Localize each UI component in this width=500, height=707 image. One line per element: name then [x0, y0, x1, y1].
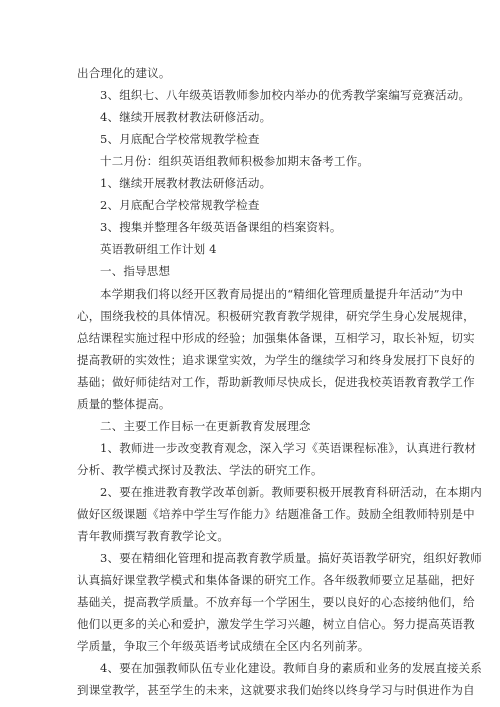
text-line: 做好区级课题《培养中学生写作能力》结题准备工作。鼓励全组教师特别是中 — [77, 507, 475, 521]
text-line: 1、继续开展教材教法研修活动。 — [100, 176, 272, 190]
text-line: 十二月份：组织英语组教师积极参加期末备考工作。 — [100, 154, 370, 168]
text-line: 到课堂教学，甚至学生的未来，这就要求我们始终以终身学习与时俱进作为自 — [77, 683, 475, 697]
section-title: 英语教研组工作计划 4 — [100, 242, 217, 256]
text-line: 4、要在加强教师队伍专业化建设。教师自身的素质和业务的发展直接关系 — [100, 661, 482, 675]
text-line: 提高教研的实效性；追求课堂实效，为学生的继续学习和终身发展打下良好的 — [77, 353, 475, 367]
text-line: 学质量，争取三个年级英语考试成绩在全区内名列前茅。 — [77, 639, 370, 653]
text-line: 3、组织七、八年级英语教师参加校内举办的优秀教学案编写竞赛活动。 — [100, 88, 471, 102]
text-line: 3、要在精细化管理和提高教育教学质量。搞好英语教学研究，组织好教师 — [100, 551, 482, 565]
text-line: 心，围绕我校的具体情况。积极研究教育教学规律，研究学生身心发展规律， — [77, 309, 475, 323]
text-line: 本学期我们将以经开区教育局提出的“精细化管理质量提升年活动”为中 — [100, 287, 464, 301]
text-line: 2、要在推进教育教学改革创新。教师要积极开展教育科研活动，在本期内 — [100, 485, 482, 499]
text-line: 出合理化的建议。 — [77, 66, 171, 80]
text-line: 质量的整体提高。 — [77, 397, 171, 411]
text-line: 4、继续开展教材教法研修活动。 — [100, 110, 272, 124]
text-line: 3、搜集并整理各年级英语备课组的档案资料。 — [100, 220, 342, 234]
section-heading: 一、指导思想 — [100, 264, 171, 278]
text-line: 总结课程实施过程中形成的经验；加强集体备课，互相学习，取长补短，切实 — [77, 331, 475, 345]
text-line: 分析、教学模式探讨及教法、学法的研究工作。 — [77, 463, 323, 477]
text-line: 青年教师撰写教育教学论文。 — [77, 529, 230, 543]
text-line: 基础；做好师徒结对工作，帮助新教师尽快成长，促进我校英语教育教学工作 — [77, 375, 475, 389]
text-line: 基础关，提高教学质量。不放弃每一个学困生，要以良好的心态接纳他们，给 — [77, 595, 475, 609]
section-heading: 二、主要工作目标一在更新教育发展理念 — [100, 419, 311, 433]
text-line: 认真搞好课堂教学模式和集体备课的研究工作。各年级教师要立足基础，把好 — [77, 573, 475, 587]
text-line: 5、月底配合学校常规教学检查 — [100, 132, 260, 146]
text-line: 他们以更多的关心和爱护，激发学生学习兴趣，树立自信心。努力提高英语教 — [77, 617, 475, 631]
text-line: 2、月底配合学校常规教学检查 — [100, 198, 260, 212]
text-line: 1、教师进一步改变教育观念，深入学习《英语课程标准》，认真进行教材 — [100, 441, 477, 455]
